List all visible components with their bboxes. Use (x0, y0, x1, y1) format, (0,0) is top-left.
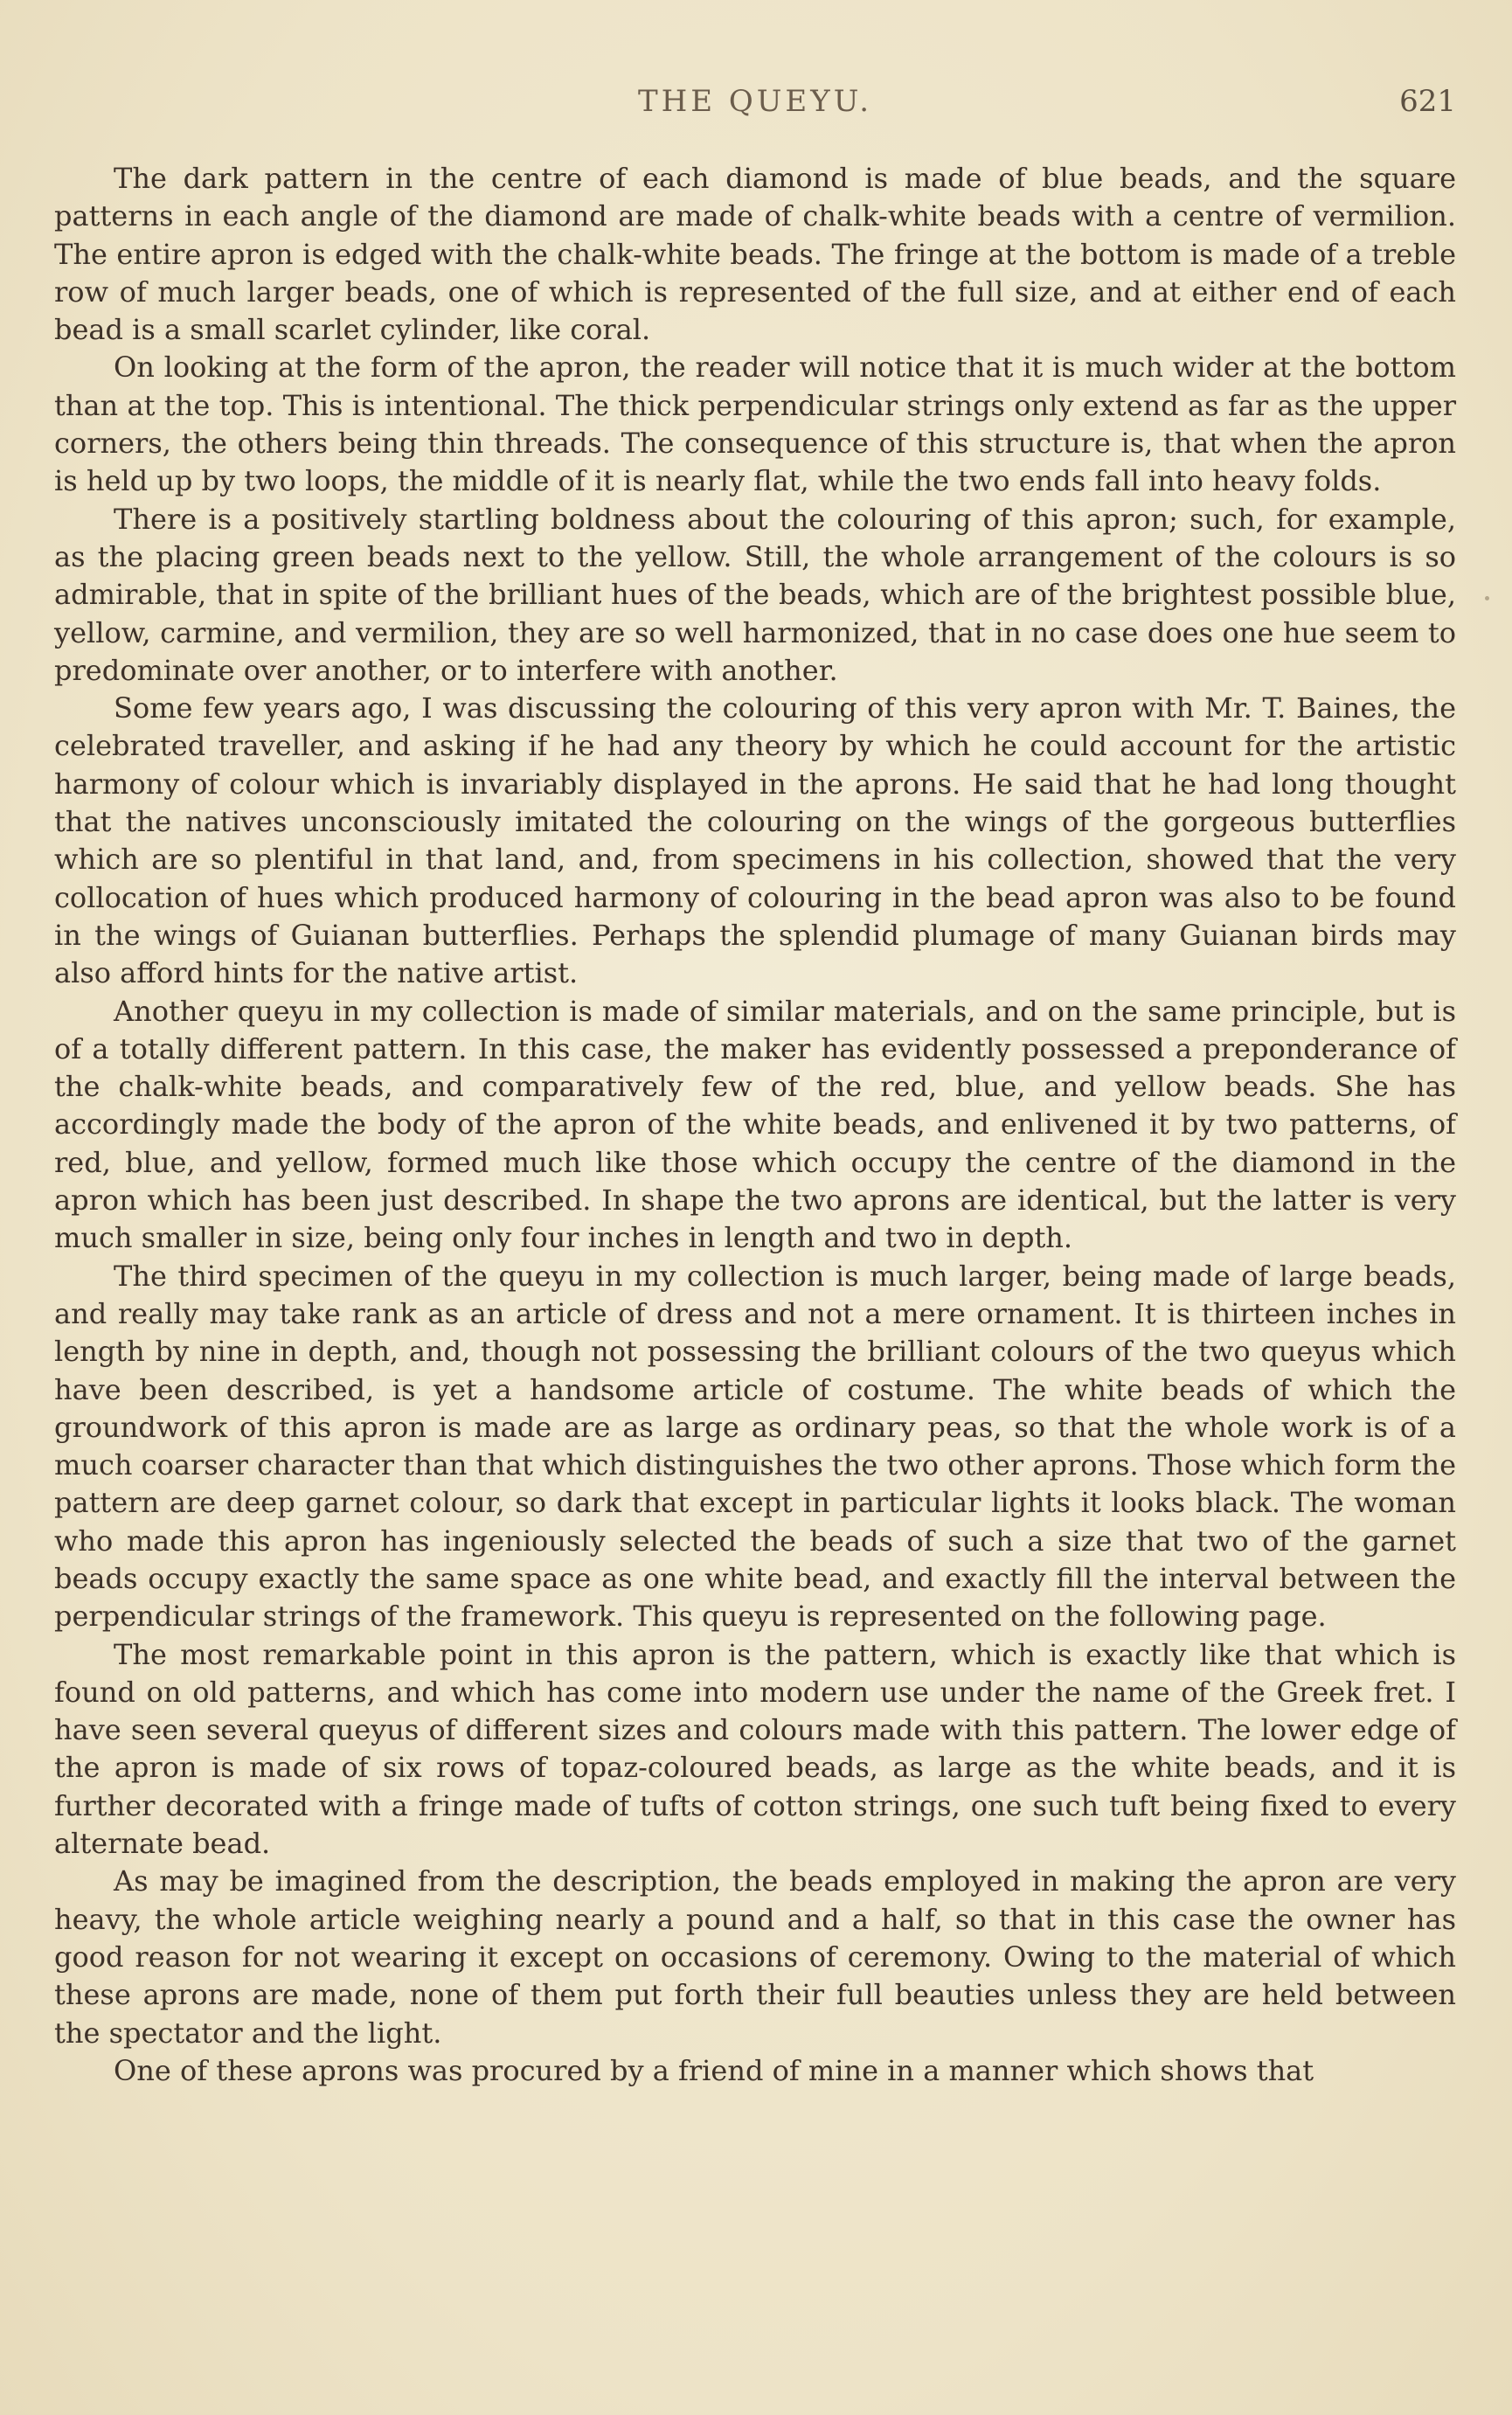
page-number: 621 (1399, 84, 1456, 119)
paragraph: The most remarkable point in this apron is the pattern, which is exactly like that which is found on old patterns, and which has come into modern use under the name of the Greek fret. I have seen several queyus of different sizes and colours made with this pattern. The lower edge of the apron is made of six rows of topaz-coloured beads, as large as the white beads, and it is further decorated with a fringe made of tufts of cotton strings, one such tuft being fixed to every alternate bead. (54, 1637, 1456, 1861)
paragraph: There is a positively startling boldness about the colouring of this apron; such, for example, as the placing green beads next to the yellow. Still, the whole arrangement of the colours is so admirable, that in spite of the brilliant hues of the beads, which are of the brightest possible blue, yellow, carmine, and vermilion, they are so well harmonized, that in no case does one hue seem to predominate over another, or to interfere with another. (54, 502, 1456, 687)
paragraph: Another queyu in my collection is made of similar materials, and on the same principle, but is of a totally different pattern. In this case, the maker has evidently possessed a preponderance of the chalk-white beads, and comparatively few of the red, blue, and yellow beads. She has accordingly made the body of the apron of the white beads, and enlivened it by two patterns, of red, blue, and yellow, formed much like those which occupy the centre of the diamond in the apron which has been just described. In shape the two aprons are identical, but the latter is very much smaller in size, being only four inches in length and two in depth. (54, 994, 1456, 1255)
page-header (54, 84, 1456, 129)
paragraph: As may be imagined from the description, the beads employed in making the apron are very heavy, the whole article weighing nearly a pound and a half, so that in this case the owner has good reason for not wearing it except on occasions of ceremony. Owing to the material of which these aprons are made, none of them put forth their full beauties unless they are held between the spectator and the light. (54, 1864, 1456, 2050)
paragraph: Some few years ago, I was discussing the colouring of this very apron with Mr. T. Baines, the celebrated traveller, and asking if he had any theory by which he could account for the artistic harmony of colour which is invariably displayed in the aprons. He said that he had long thought that the natives unconsciously imitated the colouring on the wings of the gorgeous butterflies which are so plentiful in that land, and, from specimens in his collection, showed that the very collocation of hues which produced harmony of colouring in the bead apron was also to be found in the wings of Guianan butterflies. Perhaps the splendid plumage of many Guianan birds may also afford hints for the native artist. (54, 691, 1456, 990)
paragraph: On looking at the form of the apron, the reader will notice that it is much wider at the bottom than at the top. This is intentional. The thick perpendicular strings only extend as far as the upper corners, the others being thin threads. The consequence of this structure is, that when the apron is held up by two loops, the middle of it is nearly flat, while the two ends fall into heavy folds. (54, 350, 1456, 498)
body-text (54, 160, 1456, 2090)
paper-speck (1485, 596, 1489, 600)
paragraph: One of these aprons was procured by a friend of mine in a manner which shows that (114, 2053, 1314, 2087)
paragraph: The third specimen of the queyu in my collection is much larger, being made of large beads, and really may take rank as an article of dress and not a mere ornament. It is thirteen inches in length by nine in depth, and, though not possessing the brilliant colours of the two queyus which have been described, is yet a handsome article of costume. The white beads of which the groundwork of this apron is made are as large as ordinary peas, so that the whole work is of a much coarser character than that which distinguishes the two other aprons. Those which form the pattern are deep garnet colour, so dark that except in particular lights it looks black. The woman who made this apron has ingeniously selected the beads of such a size that two of the garnet beads occupy exactly the same space as one white bead, and exactly fill the interval between the perpendicular strings of the framework. This queyu is represented on the following page. (54, 1259, 1456, 1634)
running-title: THE QUEYU. (637, 84, 873, 119)
paragraph: The dark pattern in the centre of each diamond is made of blue beads, and the square patterns in each angle of the diamond are made of chalk-white beads with a centre of vermilion. The entire apron is edged with the chalk-white beads. The fringe at the bottom is made of a treble row of much larger beads, one of which is represented of the full size, and at either end of each bead is a small scarlet cylinder, like coral. (54, 162, 1456, 347)
